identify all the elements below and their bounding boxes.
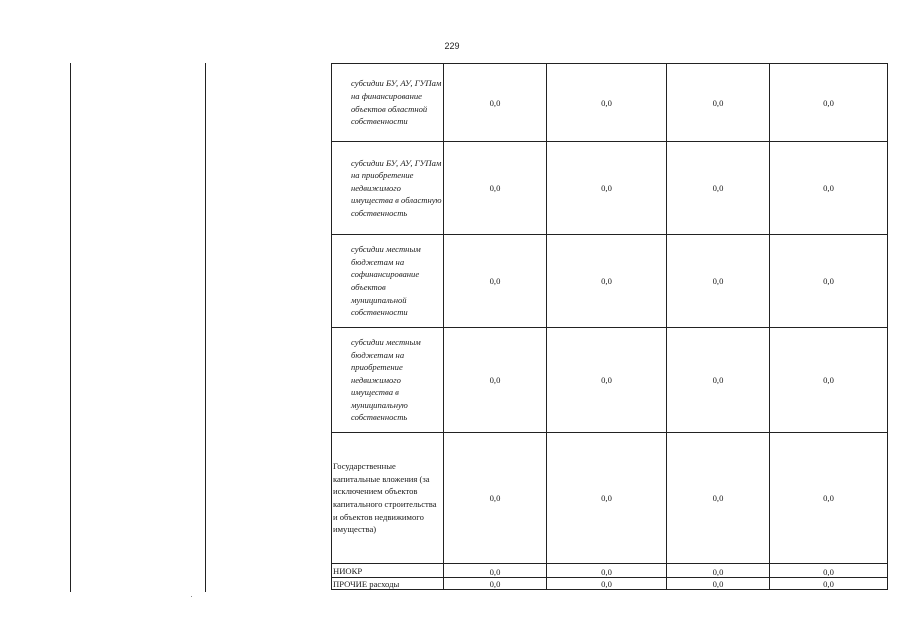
row-label: Государственные капитальные вложения (за исключением объектов капитального строительства и объектов недвижимого имущества) <box>332 433 444 564</box>
table-row-capital-investments <box>332 433 888 564</box>
row-label: субсидии БУ, АУ, ГУПам на финансирование объектов областной собственности <box>332 64 444 142</box>
value-cell: 0,0 <box>667 235 770 328</box>
table-row-subsidy-bu-acquisition <box>332 142 888 235</box>
value-cell: 0,0 <box>770 564 888 578</box>
table-row-other-expenses <box>332 578 888 590</box>
value-cell: 0,0 <box>667 578 770 590</box>
value-cell: 0,0 <box>770 235 888 328</box>
value-cell: 0,0 <box>444 564 547 578</box>
value-cell: 0,0 <box>547 564 667 578</box>
value-cell: 0,0 <box>444 142 547 235</box>
left-border-line <box>70 63 71 592</box>
value-cell: 0,0 <box>667 564 770 578</box>
row-label: субсидии местным бюджетам на софинансирование объектов муниципальной собственности <box>332 235 444 328</box>
row-label: субсидии БУ, АУ, ГУПам на приобретение недвижимого имущества в областную собственность <box>332 142 444 235</box>
value-cell: 0,0 <box>547 64 667 142</box>
table-row-subsidy-local-acquisition <box>332 328 888 433</box>
value-cell: 0,0 <box>547 578 667 590</box>
value-cell: 0,0 <box>667 64 770 142</box>
scan-speck <box>191 596 192 597</box>
value-cell: 0,0 <box>667 433 770 564</box>
value-cell: 0,0 <box>667 328 770 433</box>
value-cell: 0,0 <box>444 433 547 564</box>
page-number: 229 <box>444 41 460 51</box>
value-cell: 0,0 <box>667 142 770 235</box>
value-cell: 0,0 <box>770 433 888 564</box>
value-cell: 0,0 <box>770 64 888 142</box>
value-cell: 0,0 <box>547 433 667 564</box>
value-cell: 0,0 <box>444 235 547 328</box>
value-cell: 0,0 <box>547 235 667 328</box>
table-row-niokr <box>332 564 888 578</box>
column-divider-line <box>205 63 206 592</box>
table-row-subsidy-local-cofinancing <box>332 235 888 328</box>
value-cell: 0,0 <box>547 142 667 235</box>
table-row-subsidy-bu-financing <box>332 64 888 142</box>
row-label: НИОКР <box>332 564 444 578</box>
value-cell: 0,0 <box>444 64 547 142</box>
value-cell: 0,0 <box>444 328 547 433</box>
row-label: субсидии местным бюджетам на приобретение недвижимого имущества в муниципальную собственность <box>332 328 444 433</box>
value-cell: 0,0 <box>770 142 888 235</box>
value-cell: 0,0 <box>770 328 888 433</box>
budget-table <box>331 63 888 590</box>
value-cell: 0,0 <box>770 578 888 590</box>
row-label: ПРОЧИЕ расходы <box>332 578 444 590</box>
value-cell: 0,0 <box>444 578 547 590</box>
value-cell: 0,0 <box>547 328 667 433</box>
